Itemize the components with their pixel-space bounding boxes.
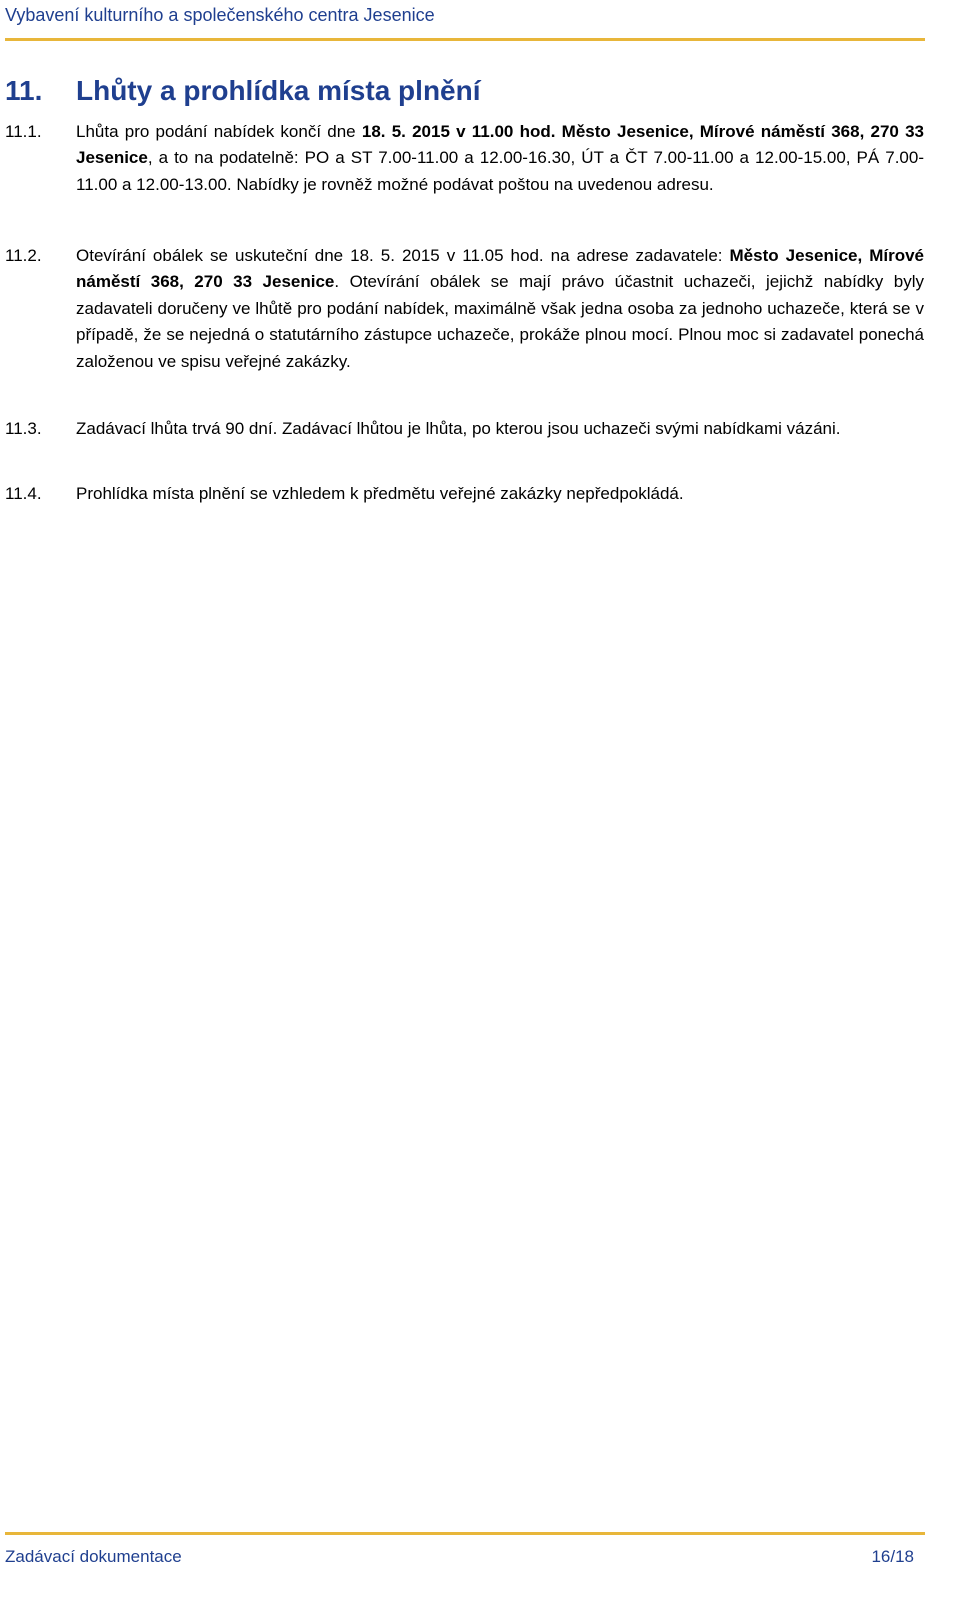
clause-number: 11.3. — [5, 419, 42, 438]
address-bold-text: Město Jesenice, Mírové náměstí 368, 270 33 Jesenice — [76, 246, 924, 292]
clause-number: 11.4. — [5, 484, 42, 503]
section-heading — [5, 74, 481, 108]
section-number: 11. — [5, 75, 43, 106]
clause-number: 11.2. — [5, 246, 42, 265]
running-header-title: Vybavení kulturního a společenského centra Jesenice — [5, 5, 435, 25]
clause-text — [76, 119, 924, 198]
clause-text-part: Otevírání obálek se uskuteční dne 18. 5. 2015 v 11.05 hod. na adrese zadavatele: — [76, 246, 730, 265]
header-divider — [5, 38, 925, 41]
clause-11-1 — [5, 119, 924, 198]
clause-text-part: , a to na podatelně: PO a ST 7.00-11.00 a 12.00-16.30, ÚT a ČT 7.00-11.00 a 12.00-15.00, PÁ 7.00-11.00 a 12.00-13.00. Nabídky je rovněž možné podávat poštou na uvedenou adresu. — [76, 148, 924, 194]
clause-number: 11.1. — [5, 122, 42, 141]
clause-11-2 — [5, 243, 924, 375]
clause-text: Zadávací lhůta trvá 90 dní. Zadávací lhůtou je lhůta, po kterou jsou uchazeči svými nabídkami vázáni. — [76, 419, 841, 438]
clause-text-part: . Otevírání obálek se mají právo účastnit uchazeči, jejichž nabídky byly zadavateli doručeny ve lhůtě pro podání nabídek, maximálně však jedna osoba za jednoho uchazeče, která se v případě, že se nejedná o statutárního zástupce uchazeče, prokáže plnou mocí. Plnou moc si zadavatel ponechá založenou ve spisu veřejné zakázky. — [76, 272, 924, 371]
clause-text: Prohlídka místa plnění se vzhledem k předmětu veřejné zakázky nepředpokládá. — [76, 484, 684, 503]
section-title: Lhůty a prohlídka místa plnění — [76, 75, 481, 106]
page-number: 16/18 — [871, 1547, 914, 1566]
clause-11-3 — [5, 416, 924, 442]
clause-text-part: Lhůta pro podání nabídek končí dne — [76, 122, 362, 141]
deadline-bold-text: 18. 5. 2015 v 11.00 hod. Město Jesenice, Mírové náměstí 368, 270 33 Jesenice — [76, 122, 924, 168]
clause-11-4 — [5, 481, 924, 507]
footer-divider — [5, 1532, 925, 1535]
clause-text — [76, 243, 924, 375]
footer-document-name: Zadávací dokumentace — [5, 1547, 182, 1566]
